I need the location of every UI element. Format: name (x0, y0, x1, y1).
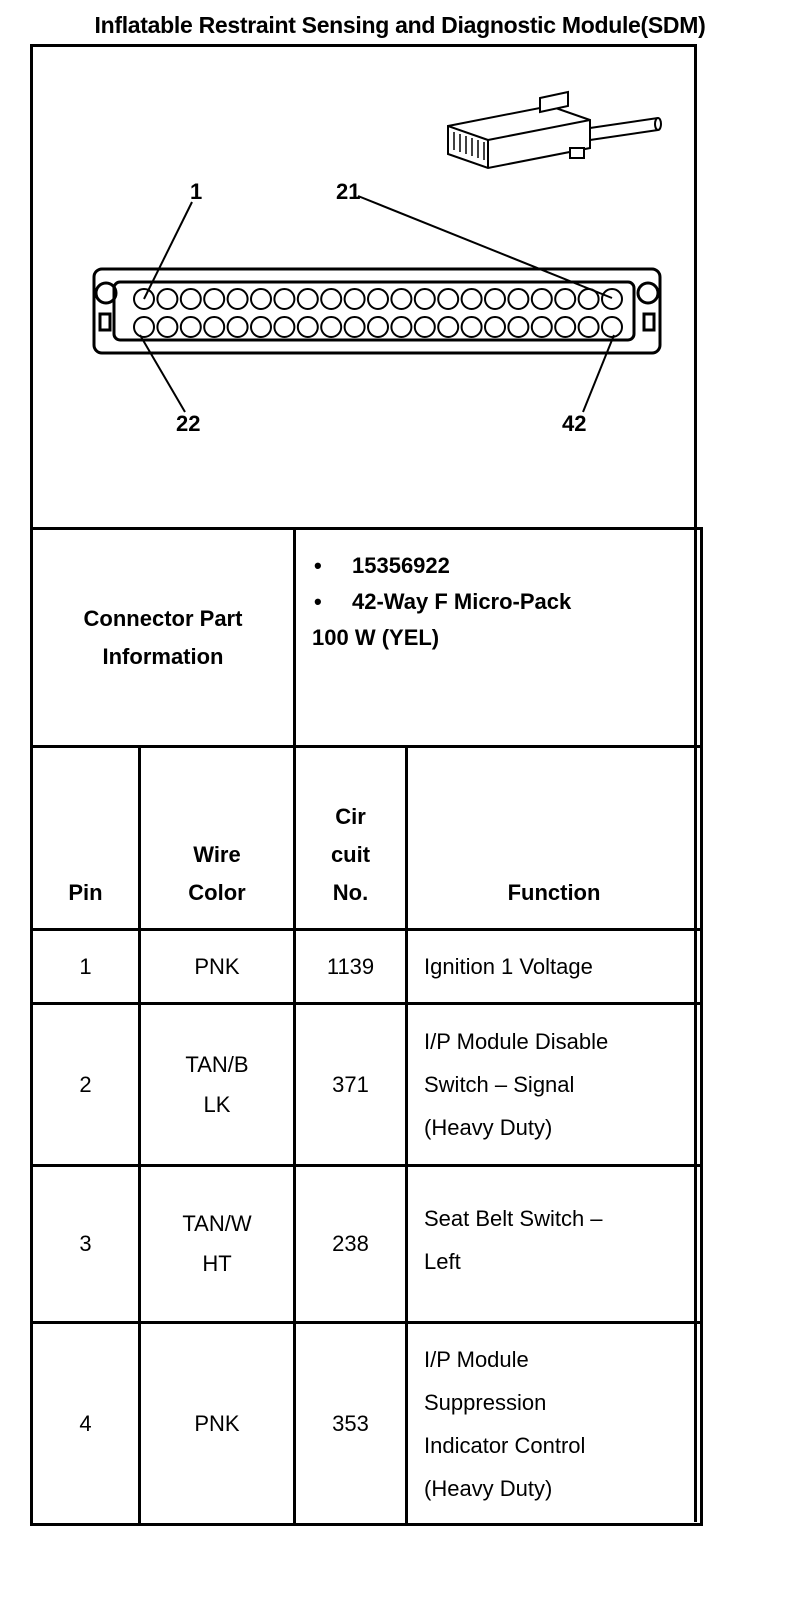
pin-hole (438, 317, 458, 337)
pin-hole (368, 317, 388, 337)
pin-hole (391, 289, 411, 309)
header-pin: Pin (32, 747, 140, 930)
connector-part-info-row (32, 529, 702, 747)
function-line: (Heavy Duty) (424, 1475, 553, 1501)
header-circuit-line1: Cir (335, 804, 366, 829)
pin-hole (462, 317, 482, 337)
connector-illustration-icon (448, 92, 661, 168)
pin-hole (298, 289, 318, 309)
pin-hole (321, 289, 341, 309)
header-circuit-line2: cuit (330, 842, 371, 867)
page-title: Inflatable Restraint Sensing and Diagnostic Module(SDM) (94, 12, 706, 38)
pin-hole (368, 289, 388, 309)
table-row (32, 930, 702, 1004)
pin-hole (415, 317, 435, 337)
callout-pin-42: 42 (562, 411, 587, 436)
connector-part-info-label-text: Connector Part Information (83, 605, 243, 669)
callout-pin-21: 21 (336, 179, 361, 204)
pin-hole (274, 289, 294, 309)
pin-holes (134, 289, 622, 337)
function-line: (Heavy Duty) (424, 1115, 553, 1140)
pin-hole (321, 317, 341, 337)
pin-hole (274, 317, 294, 337)
wire-color-line: LK (203, 1091, 231, 1117)
pin-hole (485, 317, 505, 337)
function-cell (407, 1166, 702, 1323)
pin-hole (579, 317, 599, 337)
circuit-cell: 353 (295, 1323, 407, 1525)
function-line: Seat Belt Switch – (424, 1206, 603, 1231)
connector-diagram (30, 44, 700, 530)
table-row (32, 1166, 702, 1323)
wire-color-cell: PNK (140, 930, 295, 1004)
pin-hole (415, 289, 435, 309)
wire-color-cell (140, 1166, 295, 1323)
function-cell (407, 1323, 702, 1525)
header-wire-color-line2: Color (188, 880, 246, 905)
pin-cell: 3 (32, 1166, 140, 1323)
wire-color-line: TAN/B (185, 1051, 249, 1077)
circuit-cell: 371 (295, 1004, 407, 1166)
pin-hole (345, 317, 365, 337)
wire-color-line: TAN/W (182, 1211, 252, 1236)
connector-part-info-value (295, 529, 702, 747)
pin-hole (462, 289, 482, 309)
pin-hole (251, 289, 271, 309)
function-line: I/P Module (424, 1346, 529, 1372)
pin-hole (204, 317, 224, 337)
pin-hole (508, 317, 528, 337)
function-line: Indicator Control (424, 1432, 586, 1458)
header-circuit-no (295, 747, 407, 930)
header-wire-color-line1: Wire (193, 842, 241, 867)
function-cell (407, 1004, 702, 1166)
pin-hole (181, 317, 201, 337)
header-function: Function (407, 747, 702, 930)
function-line: Suppression (424, 1389, 547, 1415)
pin-hole (228, 289, 248, 309)
pin-hole (602, 289, 622, 309)
callout-pin-22: 22 (176, 411, 201, 436)
table-header-row (32, 747, 702, 930)
leader-line-pin-1 (144, 202, 192, 299)
pin-hole (485, 289, 505, 309)
pin-hole (391, 317, 411, 337)
connector-figure (30, 44, 700, 530)
circuit-cell: 1139 (295, 930, 407, 1004)
pin-hole (438, 289, 458, 309)
wire-color-cell: PNK (140, 1323, 295, 1525)
pin-hole (345, 289, 365, 309)
connector-description: • 42-Way F Micro-Pack (312, 584, 700, 620)
pin-hole (532, 317, 552, 337)
pin-hole (298, 317, 318, 337)
pin-cell: 2 (32, 1004, 140, 1166)
connector-part-info-label (32, 529, 295, 747)
table-row (32, 1323, 702, 1525)
pin-hole (555, 289, 575, 309)
pin-hole (181, 289, 201, 309)
function-line: Switch – Signal (424, 1072, 575, 1097)
connector-face (94, 269, 660, 353)
leader-line-pin-42 (583, 335, 614, 412)
leader-line-pin-22 (140, 335, 185, 412)
pin-hole (228, 317, 248, 337)
pin-cell: 4 (32, 1323, 140, 1525)
wire-color-line: HT (202, 1251, 232, 1276)
pin-hole (251, 317, 271, 337)
pin-hole (204, 289, 224, 309)
table-row (32, 1004, 702, 1166)
function-cell: Ignition 1 Voltage (407, 930, 702, 1004)
pin-hole (157, 317, 177, 337)
pin-hole (508, 289, 528, 309)
pin-hole (532, 289, 552, 309)
wire-color-cell (140, 1004, 295, 1166)
function-line: Left (424, 1249, 461, 1274)
pin-hole (555, 317, 575, 337)
pin-hole (157, 289, 177, 309)
pin-hole (602, 317, 622, 337)
callout-pin-1: 1 (190, 179, 203, 204)
header-wire-color (140, 747, 295, 930)
function-line: I/P Module Disable (424, 1029, 609, 1054)
part-number: • 15356922 (312, 548, 700, 584)
connector-description-line2: 100 W (YEL) (312, 625, 440, 650)
pin-cell: 1 (32, 930, 140, 1004)
header-circuit-line3: No. (332, 880, 369, 905)
pin-hole (134, 317, 154, 337)
connector-table (30, 527, 703, 1526)
circuit-cell: 238 (295, 1166, 407, 1323)
